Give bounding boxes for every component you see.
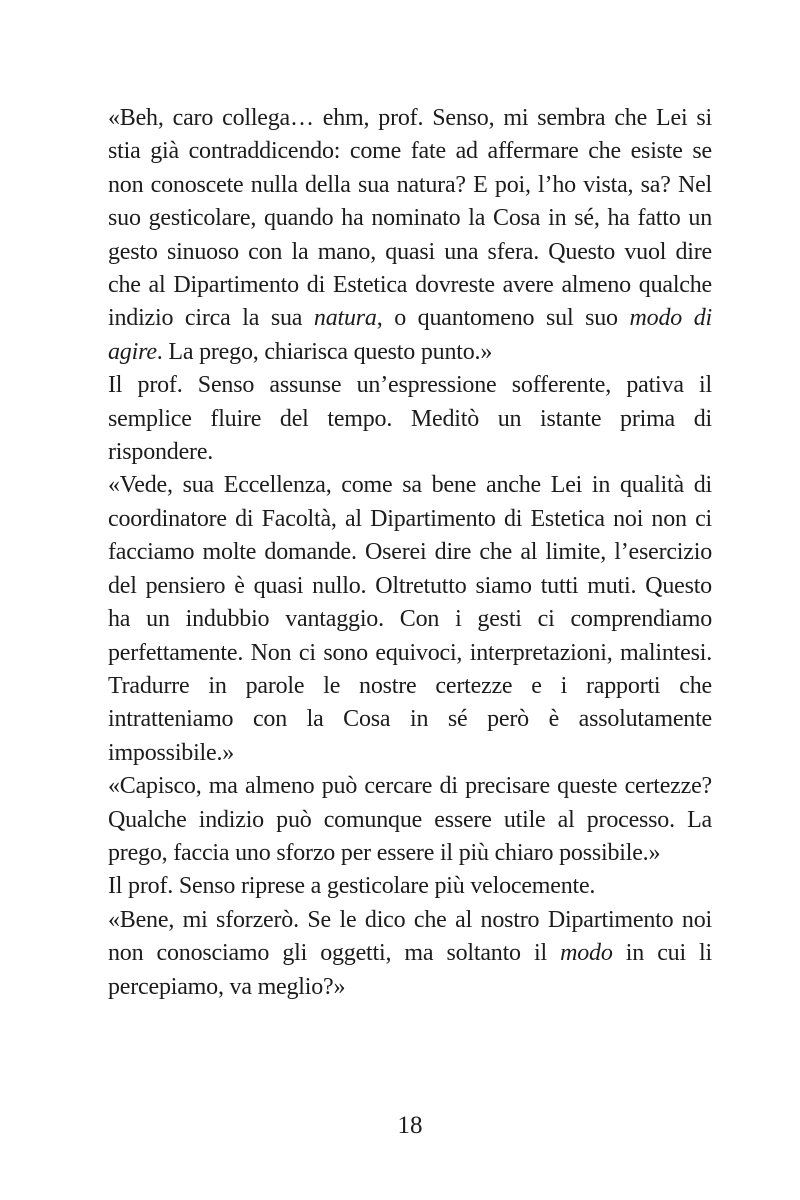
paragraph <box>108 904 712 1004</box>
text-run: in cui li percepiamo, va meglio?» <box>108 940 712 1000</box>
text-run: Il prof. Senso riprese a gesticolare più velocemente. <box>108 873 596 900</box>
paragraph <box>108 469 712 770</box>
text-run: «Vede, sua Eccellenza, come sa bene anche Lei in qualità di coordinatore di Facoltà, al Dipartimento di Estetica noi non ci facciamo molte domande. Oserei dire che al limite, l’esercizio del pensiero è quasi nullo. Oltretutto siamo tutti muti. Questo ha un indubbio vantaggio. Con i gesti ci comprendiamo perfettamente. Non ci sono equivoci, interpretazioni, malintesi. Tradurre in parole le nostre certezze e i rapporti che intratteniamo con la Cosa in sé però è assolutamente impossibile.» <box>108 472 712 766</box>
text-run: Il prof. Senso assunse un’espressione sofferente, pativa il semplice fluire del tempo. Meditò un istante prima di rispondere. <box>108 372 712 466</box>
paragraph <box>108 102 712 369</box>
text-run: . La prego, chiarisca questo punto.» <box>156 338 493 365</box>
text-run: , o quantomeno sul suo <box>376 305 630 332</box>
text-run: «Bene, mi sforzerò. Se le dico che al nostro Dipartimento noi non conosciamo gli oggetti, ma soltanto il <box>108 906 712 967</box>
text-run: «Capisco, ma almeno può cercare di precisare queste certezze? Qualche indizio può comunque essere utile al processo. La prego, faccia uno sforzo per essere il più chiaro possibile.» <box>108 773 712 866</box>
paragraph <box>108 770 712 870</box>
italic-run: modo <box>560 940 613 967</box>
body-text <box>108 102 712 1004</box>
text-run: «Beh, caro collega… ehm, prof. Senso, mi sembra che Lei si stia già contraddicendo: come fate ad affermare che esiste se non conoscete nulla della sua natura? E poi, l’ho vista, sa? Nel suo gesticolare, quando ha nominato la Cosa in sé, ha fatto un gesto sinuoso con la mano, quasi una sfera. Questo vuol dire che al Dipartimento di Estetica dovreste avere almeno qualche indizio circa la sua <box>108 105 712 332</box>
paragraph <box>108 369 712 469</box>
page-number: 18 <box>397 1112 423 1139</box>
paragraph <box>108 870 712 903</box>
italic-run: natura <box>313 305 377 332</box>
italic-run: modo di agire <box>108 305 712 365</box>
